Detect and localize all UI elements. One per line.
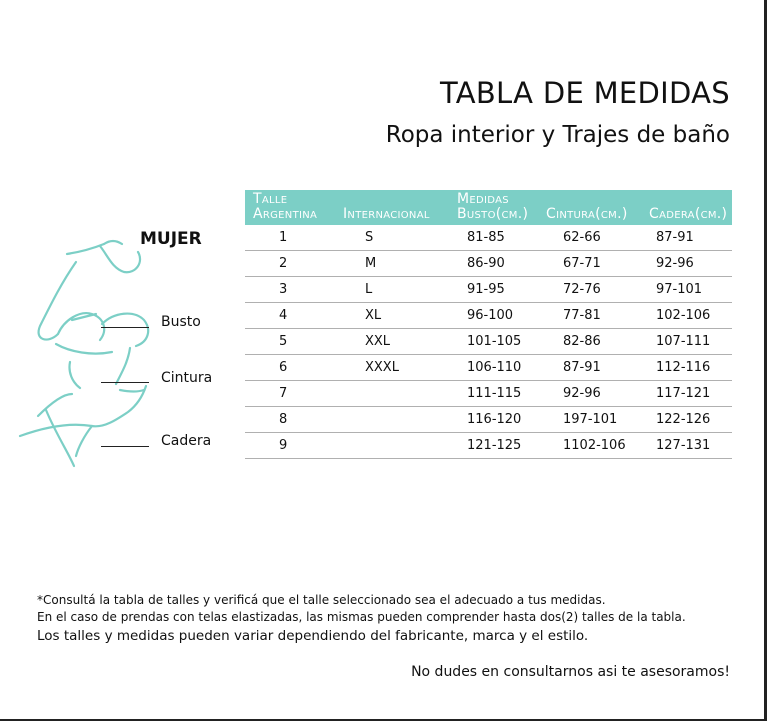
cell-cadera: 97-101 [641,277,732,303]
cell-talle-internacional: M [335,251,449,277]
cell-busto: 111-115 [449,381,538,407]
cell-talle-internacional [335,381,449,407]
cell-cintura: 72-76 [538,277,641,303]
cell-cintura: 92-96 [538,381,641,407]
cell-busto: 121-125 [449,433,538,459]
cadera-label: Cadera [161,433,212,449]
table-row [245,277,732,303]
header-cintura [538,190,641,225]
table-row [245,355,732,381]
header-cadera [641,190,732,225]
cell-talle-argentina: 7 [245,381,335,407]
header-argentina: Argentina [253,206,318,222]
cell-talle-internacional: XXXL [335,355,449,381]
header-cadera-label: Cadera(cm.) [649,206,728,222]
cell-talle-argentina: 2 [245,251,335,277]
table-row [245,303,732,329]
header-talle: Talle [253,191,288,207]
cintura-label: Cintura [161,370,213,386]
cell-cintura: 77-81 [538,303,641,329]
cell-talle-argentina: 9 [245,433,335,459]
header-busto: Busto(cm.) [457,206,529,222]
cell-cadera: 92-96 [641,251,732,277]
cell-cadera: 117-121 [641,381,732,407]
cell-talle-internacional: S [335,225,449,251]
cell-busto: 116-120 [449,407,538,433]
table-row [245,251,732,277]
header-medidas: Medidas [457,191,509,207]
cell-talle-internacional: XL [335,303,449,329]
table-row [245,381,732,407]
header-medidas-busto [449,190,538,225]
cell-cadera: 127-131 [641,433,732,459]
cell-cadera: 112-116 [641,355,732,381]
cell-cintura: 87-91 [538,355,641,381]
header-internacional [335,190,449,225]
cell-talle-argentina: 4 [245,303,335,329]
table-row [245,329,732,355]
page-title: TABLA DE MEDIDAS [439,76,730,110]
note-consulta: *Consultá la tabla de talles y verificá que el talle seleccionado sea el adecuado a tus medidas. [37,593,606,607]
cell-cintura: 62-66 [538,225,641,251]
cadera-leader-line [101,446,149,447]
busto-label: Busto [161,314,201,330]
size-table [245,190,732,459]
notes-section [37,592,686,646]
cell-busto: 106-110 [449,355,538,381]
cell-cadera: 122-126 [641,407,732,433]
cell-busto: 96-100 [449,303,538,329]
cell-cadera: 107-111 [641,329,732,355]
cell-cintura: 197-101 [538,407,641,433]
cell-talle-internacional: L [335,277,449,303]
cell-talle-internacional: XXL [335,329,449,355]
cell-busto: 86-90 [449,251,538,277]
busto-leader-line [101,327,149,328]
cintura-leader-line [101,382,149,383]
cell-busto: 81-85 [449,225,538,251]
note-variacion: Los talles y medidas pueden variar dependiendo del fabricante, marca y el estilo. [37,628,589,644]
closing-message: No dudes en consultarnos asi te asesoramos! [411,664,730,680]
cell-busto: 101-105 [449,329,538,355]
page-subtitle: Ropa interior y Trajes de baño [385,122,730,148]
table-header-row [245,190,732,225]
cell-talle-internacional [335,407,449,433]
cell-cintura: 82-86 [538,329,641,355]
header-cintura-label: Cintura(cm.) [546,206,628,222]
cell-talle-argentina: 8 [245,407,335,433]
cell-talle-argentina: 1 [245,225,335,251]
header-talle-argentina [245,190,335,225]
cell-talle-argentina: 6 [245,355,335,381]
header-internacional-label: Internacional [343,206,430,222]
cell-cadera: 102-106 [641,303,732,329]
figure-heading: MUJER [140,229,202,249]
table-row [245,225,732,251]
cell-cintura: 1102-106 [538,433,641,459]
cell-busto: 91-95 [449,277,538,303]
cell-talle-internacional [335,433,449,459]
table-row [245,407,732,433]
cell-cintura: 67-71 [538,251,641,277]
cell-talle-argentina: 3 [245,277,335,303]
note-elastizadas: En el caso de prendas con telas elastizadas, las mismas pueden comprender hasta dos(2) talles de la tabla. [37,610,686,624]
cell-talle-argentina: 5 [245,329,335,355]
cell-cadera: 87-91 [641,225,732,251]
table-row [245,433,732,459]
